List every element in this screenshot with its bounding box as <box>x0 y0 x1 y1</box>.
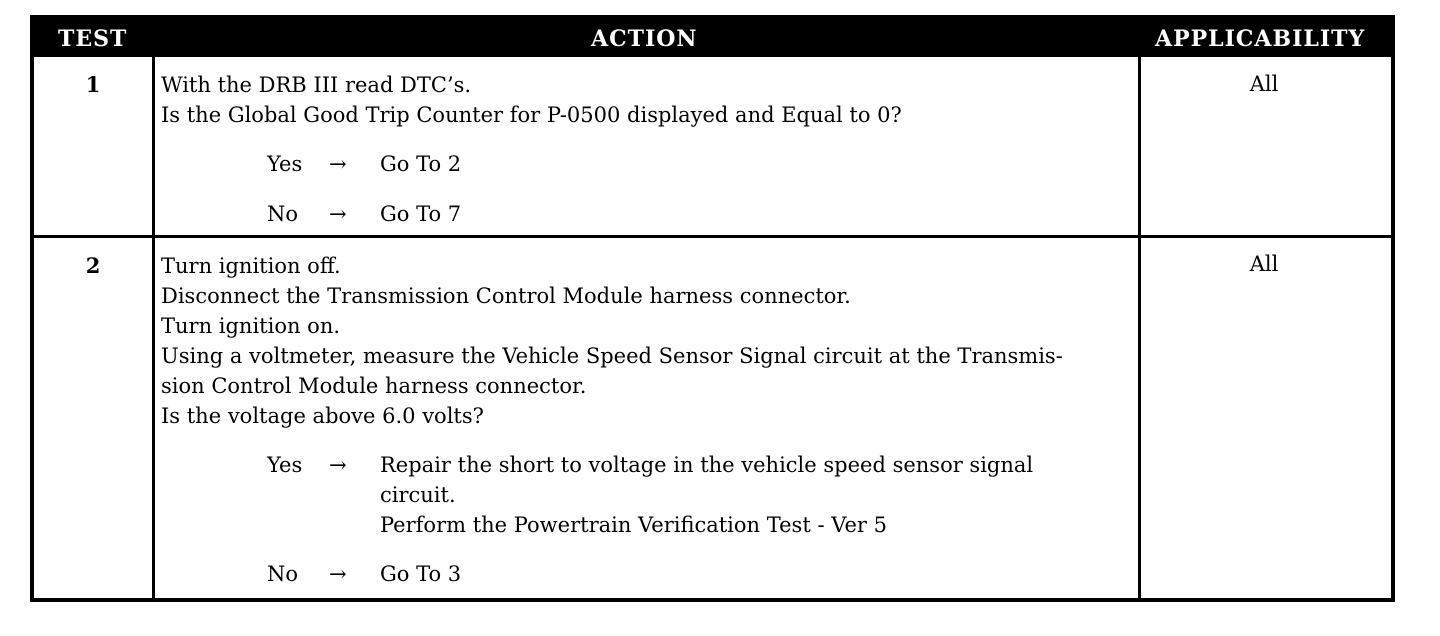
answer-result: Go To 2 <box>380 152 462 176</box>
row-1-action-line: Is the Global Good Trip Counter for P-0500 displayed and Equal to 0? <box>161 103 902 127</box>
row-1-test-number: 1 <box>85 72 101 97</box>
answer-result: circuit. <box>380 483 456 507</box>
row-2-action-line: Turn ignition on. <box>161 314 341 338</box>
column-divider-test <box>152 57 155 602</box>
answer-label: Yes <box>267 152 303 176</box>
answer-result: Go To 3 <box>380 562 462 586</box>
answer-label: No <box>267 562 299 586</box>
row-1-answer-no <box>267 199 1127 229</box>
header-test: TEST <box>58 26 128 52</box>
row-1-answer-yes <box>267 149 1127 179</box>
row-1-action <box>161 70 902 130</box>
row-1-action-line: With the DRB III read DTC’s. <box>161 73 472 97</box>
header-action: ACTION <box>591 26 698 52</box>
answer-result: Repair the short to voltage in the vehicle speed sensor signal <box>380 453 1034 477</box>
answer-label: No <box>267 202 299 226</box>
row-2-action-line: Disconnect the Transmission Control Module harness connector. <box>161 284 851 308</box>
diagnostic-table <box>30 15 1395 602</box>
table-header <box>34 19 1391 57</box>
row-2-action-line: Turn ignition off. <box>161 254 341 278</box>
column-divider-applicability <box>1138 57 1141 602</box>
row-2-applicability: All <box>1249 252 1279 276</box>
right-arrow-icon: → <box>329 453 347 477</box>
header-applicability: APPLICABILITY <box>1155 26 1366 52</box>
row-2-action <box>161 251 1136 431</box>
row-1-applicability: All <box>1249 72 1279 96</box>
row-2-answer-no <box>267 559 1127 589</box>
row-2-action-line: sion Control Module harness connector. <box>161 374 587 398</box>
answer-label: Yes <box>267 453 303 477</box>
answer-result: Perform the Powertrain Verification Test - Ver 5 <box>380 513 887 537</box>
row-divider <box>34 235 1391 238</box>
row-2-answer-yes <box>267 450 1137 540</box>
row-2-action-line: Is the voltage above 6.0 volts? <box>161 404 484 428</box>
row-2-test-number: 2 <box>85 253 101 278</box>
right-arrow-icon: → <box>329 152 347 176</box>
answer-result: Go To 7 <box>380 202 462 226</box>
right-arrow-icon: → <box>329 562 347 586</box>
right-arrow-icon: → <box>329 202 347 226</box>
row-2-action-line: Using a voltmeter, measure the Vehicle Speed Sensor Signal circuit at the Transmis- <box>161 344 1063 368</box>
